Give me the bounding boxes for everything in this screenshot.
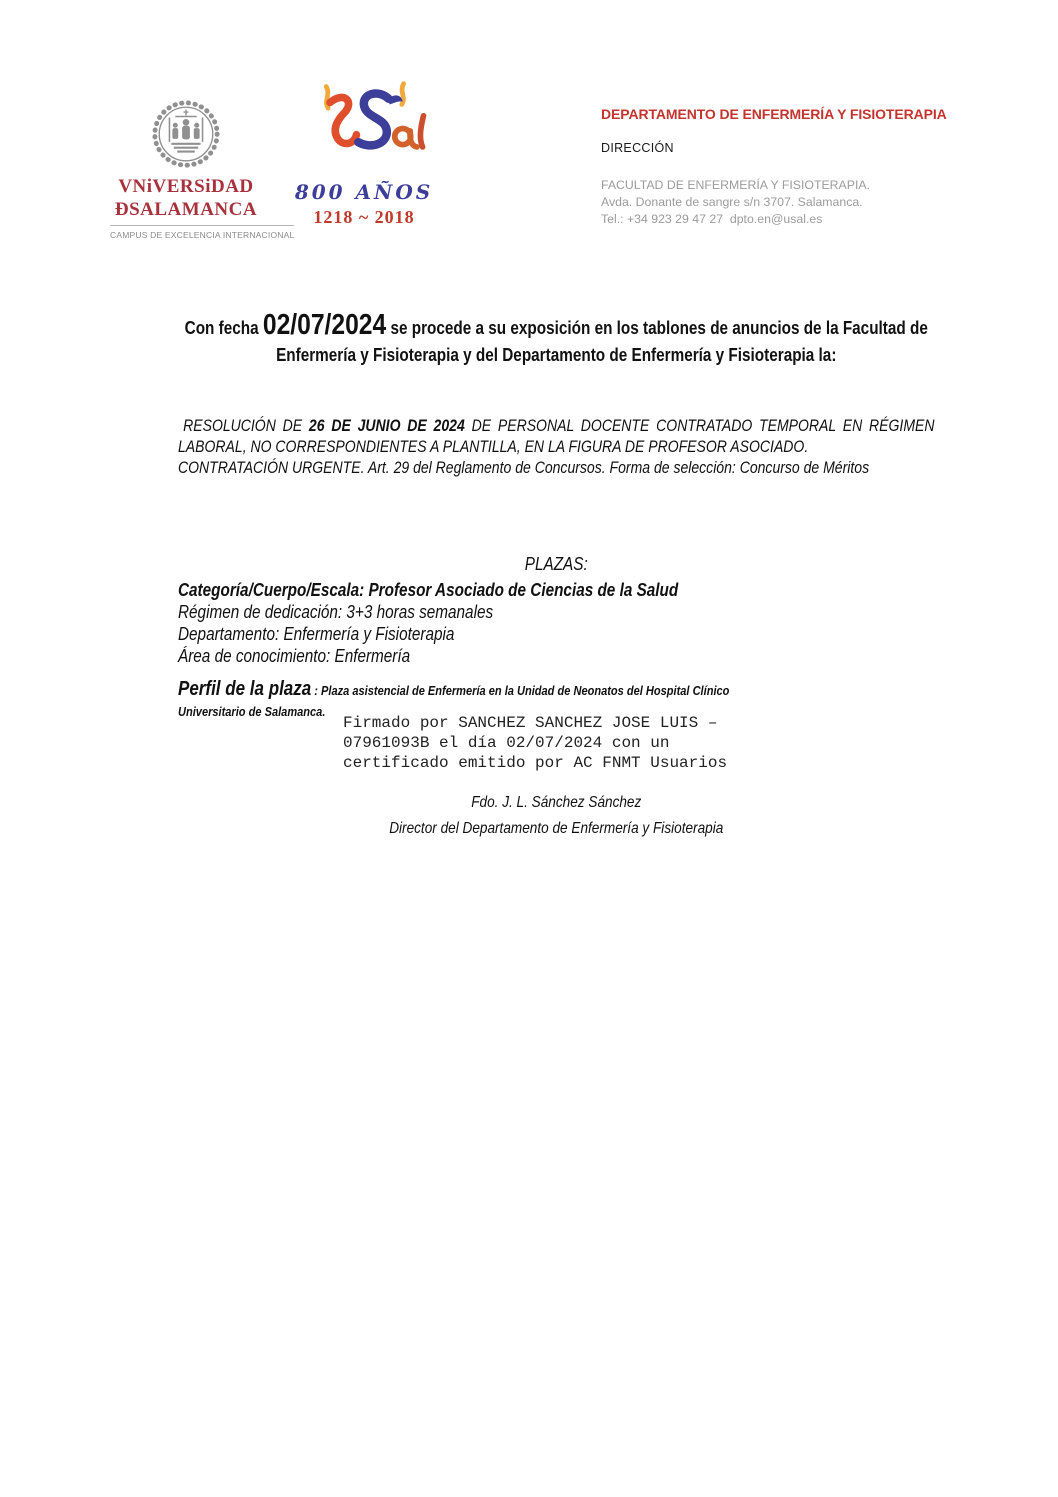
intro-date: 02/07/2024 <box>262 309 387 341</box>
signed-by: Fdo. J. L. Sánchez Sánchez <box>471 794 642 811</box>
profile-separator: : <box>311 683 322 698</box>
usal-800-logo <box>290 79 438 228</box>
position-category: Categoría/Cuerpo/Escala: Profesor Asociado de Ciencias de la Salud <box>178 580 679 600</box>
anniversary-years-label: 800 AÑOS <box>294 180 434 204</box>
office-label: DIRECCIÓN <box>601 141 674 155</box>
profile-text: Plaza asistencial de Enfermería en la Unidad de Neonatos del Hospital Clínico Universitario de Salamanca. <box>178 683 730 719</box>
plazas-heading: PLAZAS: <box>524 554 588 574</box>
header-right-block <box>601 106 1001 228</box>
position-department: Departamento: Enfermería y Fisioterapia <box>178 624 455 644</box>
resolution-paragraph <box>178 416 935 479</box>
resolution-post: DE PERSONAL DOCENTE CONTRATADO TEMPORAL EN RÉGIMEN LABORAL, NO CORRESPONDIENTES A PLANTILLA, EN LA FIGURA DE PROFESOR ASOCIADO. <box>178 416 935 456</box>
signature-line: 07961093B el día 02/07/2024 con un <box>343 734 670 752</box>
signed-role: Director del Departamento de Enfermería y Fisioterapia <box>389 819 724 837</box>
contact-line-faculty: FACULTAD DE ENFERMERÍA Y FISIOTERAPIA. <box>601 178 870 192</box>
position-area: Área de conocimiento: Enfermería <box>178 646 411 666</box>
resolution-date: 26 DE JUNIO DE 2024 <box>308 416 465 435</box>
position-dedication: Régimen de dedicación: 3+3 horas semanales <box>178 602 494 622</box>
contact-line-address: Avda. Donante de sangre s/n 3707. Salamanca. <box>601 195 863 209</box>
usal-crest-logo <box>110 97 295 243</box>
department-title: DEPARTAMENTO DE ENFERMERÍA Y FISIOTERAPIA <box>601 106 947 122</box>
resolution-line2: CONTRATACIÓN URGENTE. Art. 29 del Reglamento de Concursos. Forma de selección: Concurso de Méritos <box>178 458 870 477</box>
crest-wordmark-line1: VNiVERSiDAD <box>118 176 254 197</box>
intro-prefix: Con fecha <box>184 318 263 338</box>
signature-line: certificado emitido por AC FNMT Usuarios <box>343 754 728 772</box>
signature-line: Firmado por SANCHEZ SANCHEZ JOSE LUIS – <box>343 714 718 732</box>
campus-excellence-label: CAMPUS DE EXCELENCIA INTERNACIONAL <box>110 225 294 240</box>
position-details <box>178 579 935 667</box>
signature-stamp <box>343 713 727 773</box>
usal-seal-icon <box>149 97 223 173</box>
intro-paragraph <box>178 309 935 369</box>
contact-line-phone-email: Tel.: +34 923 29 47 27 dpto.en@usal.es <box>601 212 823 226</box>
signed-block <box>178 790 935 841</box>
crest-wordmark-line2: ÐSALAMANCA <box>114 199 258 220</box>
intro-suffix: se procede a su exposición en los tablones de anuncios de la Facultad de Enfermería y Fisioterapia y del Departamento de Enfermería y Fisioterapia la: <box>276 318 928 365</box>
profile-label: Perfil de la plaza <box>178 678 312 700</box>
usal-800-art-icon <box>296 79 432 179</box>
anniversary-dates-label: 1218 ~ 2018 <box>313 207 415 227</box>
resolution-pre: RESOLUCIÓN DE <box>183 416 309 435</box>
contact-block <box>601 177 1001 228</box>
